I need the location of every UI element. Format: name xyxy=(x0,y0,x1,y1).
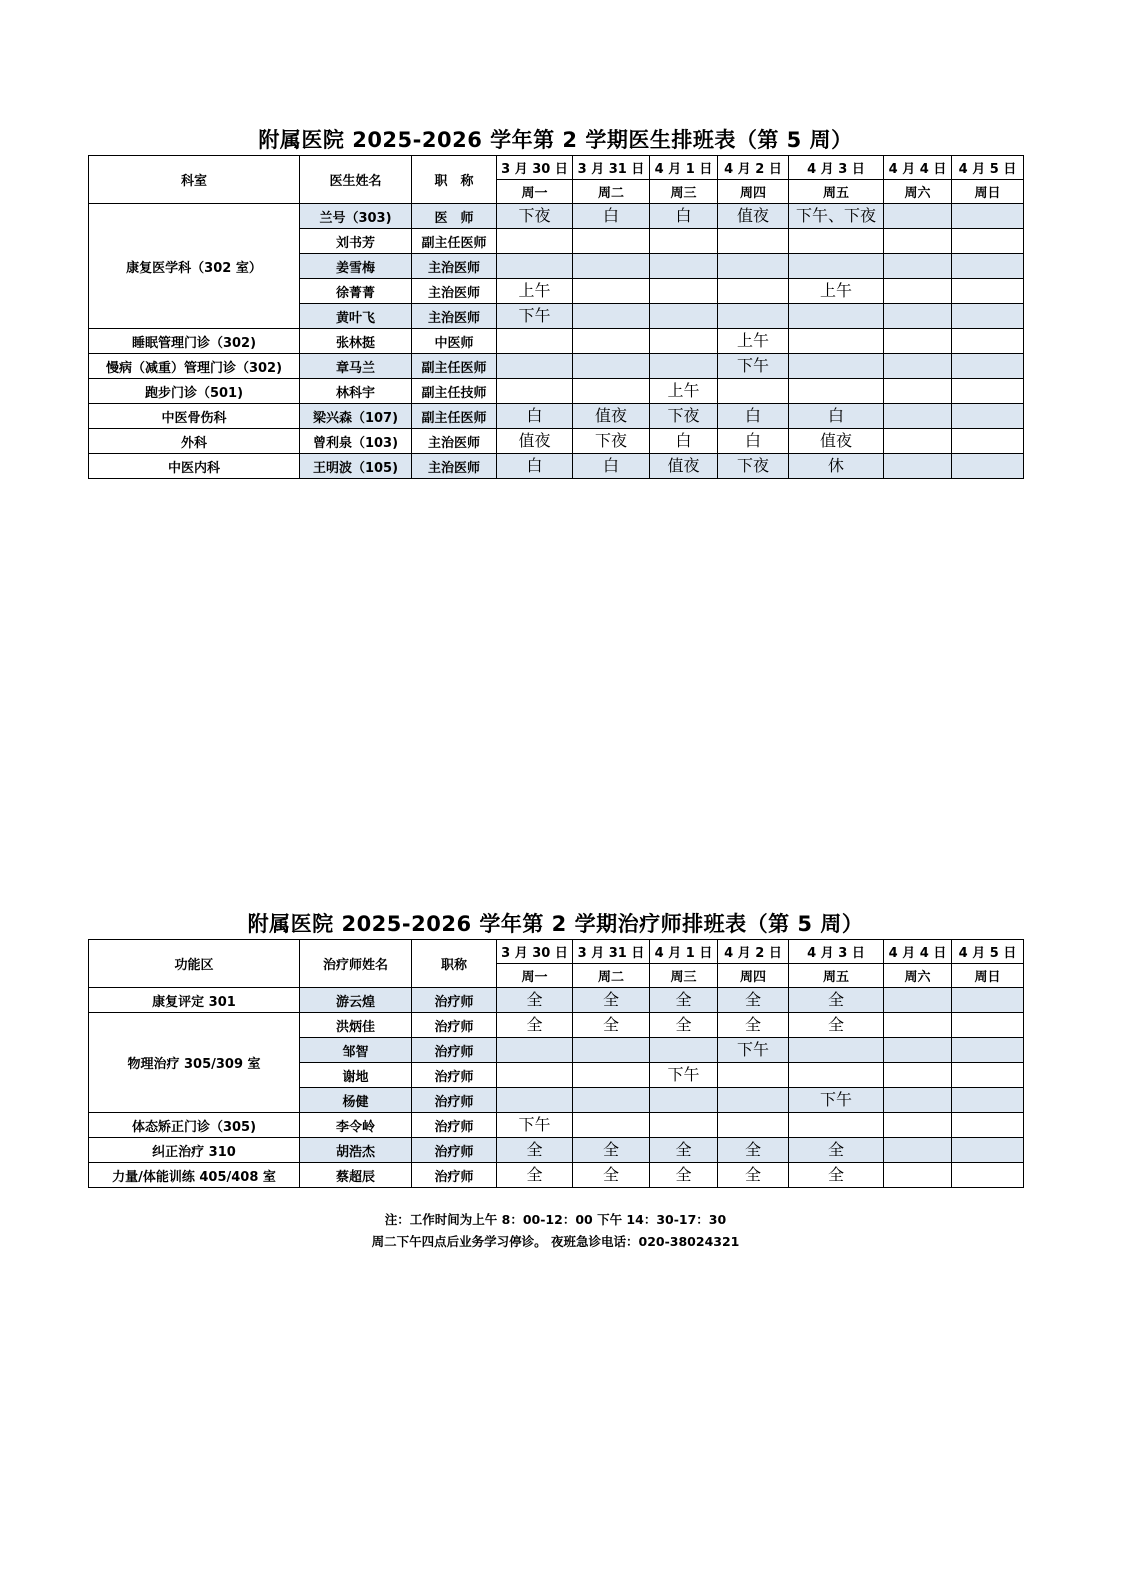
header-weekday: 周五 xyxy=(789,180,884,204)
shift-cell xyxy=(952,404,1024,429)
header-weekday: 周六 xyxy=(884,180,952,204)
shift-cell: 下夜 xyxy=(497,204,573,229)
shift-cell xyxy=(650,304,718,329)
shift-cell: 下午 xyxy=(789,1088,884,1113)
shift-cell: 下午 xyxy=(718,1038,789,1063)
staff-name-cell: 李令岭 xyxy=(300,1113,412,1138)
doctor-schedule-table xyxy=(88,155,1024,479)
shift-cell xyxy=(952,1038,1024,1063)
shift-cell xyxy=(789,304,884,329)
staff-name-cell: 张林挺 xyxy=(300,329,412,354)
shift-cell xyxy=(650,254,718,279)
staff-name-cell: 游云煌 xyxy=(300,988,412,1013)
header-date: 4 月 2 日 xyxy=(718,156,789,180)
table-row xyxy=(89,1138,1024,1163)
shift-cell xyxy=(884,229,952,254)
shift-cell: 下午 xyxy=(718,354,789,379)
shift-cell xyxy=(650,279,718,304)
shift-cell: 全 xyxy=(789,1163,884,1188)
staff-title-cell: 主治医师 xyxy=(412,429,497,454)
shift-cell xyxy=(884,379,952,404)
table-row xyxy=(89,404,1024,429)
shift-cell: 下夜 xyxy=(718,454,789,479)
shift-cell xyxy=(497,379,573,404)
shift-cell xyxy=(952,229,1024,254)
staff-name-cell: 姜雪梅 xyxy=(300,254,412,279)
staff-name-cell: 曾利泉（103) xyxy=(300,429,412,454)
shift-cell xyxy=(952,304,1024,329)
shift-cell: 值夜 xyxy=(650,454,718,479)
shift-cell: 全 xyxy=(718,988,789,1013)
header-weekday: 周五 xyxy=(789,964,884,988)
staff-name-cell: 梁兴森（107) xyxy=(300,404,412,429)
table-row xyxy=(89,988,1024,1013)
shift-cell xyxy=(650,1088,718,1113)
shift-cell: 上午 xyxy=(718,329,789,354)
shift-cell: 白 xyxy=(497,454,573,479)
dept-cell: 纠正治疗 310 xyxy=(89,1138,300,1163)
shift-cell xyxy=(884,329,952,354)
shift-cell xyxy=(952,279,1024,304)
shift-cell xyxy=(884,1038,952,1063)
shift-cell: 白 xyxy=(650,204,718,229)
staff-title-cell: 副主任医师 xyxy=(412,229,497,254)
shift-cell xyxy=(718,229,789,254)
shift-cell xyxy=(718,1113,789,1138)
header-date: 4 月 1 日 xyxy=(650,940,718,964)
shift-cell xyxy=(573,329,650,354)
shift-cell xyxy=(884,1138,952,1163)
shift-cell xyxy=(718,279,789,304)
staff-title-cell: 治疗师 xyxy=(412,1138,497,1163)
shift-cell xyxy=(789,379,884,404)
table-row xyxy=(89,379,1024,404)
shift-cell xyxy=(884,1113,952,1138)
shift-cell: 白 xyxy=(573,454,650,479)
shift-cell xyxy=(884,454,952,479)
header-weekday: 周日 xyxy=(952,964,1024,988)
shift-cell xyxy=(884,204,952,229)
staff-name-cell: 林科宇 xyxy=(300,379,412,404)
shift-cell xyxy=(718,304,789,329)
shift-cell: 下午 xyxy=(650,1063,718,1088)
shift-cell: 全 xyxy=(789,1138,884,1163)
shift-cell: 值夜 xyxy=(789,429,884,454)
shift-cell xyxy=(884,1088,952,1113)
staff-name-cell: 谢地 xyxy=(300,1063,412,1088)
staff-title-cell: 主治医师 xyxy=(412,454,497,479)
header-weekday: 周一 xyxy=(497,964,573,988)
shift-cell xyxy=(573,1063,650,1088)
staff-title-cell: 治疗师 xyxy=(412,1113,497,1138)
header-date: 4 月 3 日 xyxy=(789,156,884,180)
shift-cell xyxy=(497,329,573,354)
shift-cell: 白 xyxy=(650,429,718,454)
staff-title-cell: 主治医师 xyxy=(412,304,497,329)
shift-cell xyxy=(497,254,573,279)
staff-title-cell: 治疗师 xyxy=(412,1063,497,1088)
shift-cell xyxy=(573,254,650,279)
shift-cell: 休 xyxy=(789,454,884,479)
shift-cell: 下夜 xyxy=(650,404,718,429)
note-emergency-phone: 周二下午四点后业务学习停诊。 夜班急诊电话：020-38024321 xyxy=(371,1234,740,1249)
shift-cell xyxy=(497,229,573,254)
shift-cell xyxy=(497,1038,573,1063)
shift-cell xyxy=(952,988,1024,1013)
header-date: 4 月 4 日 xyxy=(884,156,952,180)
table-row xyxy=(89,454,1024,479)
shift-cell xyxy=(952,1113,1024,1138)
shift-cell xyxy=(952,254,1024,279)
shift-cell: 值夜 xyxy=(573,404,650,429)
shift-cell xyxy=(573,279,650,304)
dept-cell: 中医内科 xyxy=(89,454,300,479)
shift-cell: 值夜 xyxy=(497,429,573,454)
dept-cell: 中医骨伤科 xyxy=(89,404,300,429)
shift-cell: 全 xyxy=(718,1163,789,1188)
therapist-schedule-body xyxy=(89,988,1024,1188)
dept-cell: 跑步门诊（501) xyxy=(89,379,300,404)
shift-cell xyxy=(497,1063,573,1088)
header-weekday: 周四 xyxy=(718,180,789,204)
header-date: 3 月 31 日 xyxy=(573,940,650,964)
shift-cell xyxy=(497,354,573,379)
shift-cell xyxy=(650,329,718,354)
shift-cell: 全 xyxy=(573,1013,650,1038)
dept-cell: 康复评定 301 xyxy=(89,988,300,1013)
shift-cell: 全 xyxy=(497,1163,573,1188)
shift-cell: 上午 xyxy=(789,279,884,304)
shift-cell xyxy=(952,1088,1024,1113)
header-weekday: 周日 xyxy=(952,180,1024,204)
shift-cell: 全 xyxy=(573,1163,650,1188)
dept-cell: 体态矫正门诊（305) xyxy=(89,1113,300,1138)
shift-cell xyxy=(884,304,952,329)
staff-name-cell: 刘书芳 xyxy=(300,229,412,254)
shift-cell: 白 xyxy=(573,204,650,229)
dept-cell: 康复医学科（302 室） xyxy=(89,204,300,329)
therapist-schedule-table xyxy=(88,939,1024,1188)
header-date: 4 月 2 日 xyxy=(718,940,789,964)
shift-cell xyxy=(884,279,952,304)
header-weekday: 周六 xyxy=(884,964,952,988)
shift-cell xyxy=(952,204,1024,229)
shift-cell xyxy=(952,354,1024,379)
header-dept: 功能区 xyxy=(89,940,300,988)
header-name: 医生姓名 xyxy=(300,156,412,204)
dept-cell: 睡眠管理门诊（302) xyxy=(89,329,300,354)
shift-cell xyxy=(952,454,1024,479)
shift-cell xyxy=(789,1113,884,1138)
table-row xyxy=(89,329,1024,354)
header-date: 3 月 30 日 xyxy=(497,940,573,964)
shift-cell xyxy=(789,354,884,379)
doctor-schedule-title: 附属医院 2025-2026 学年第 2 学期医生排班表（第 5 周） xyxy=(258,128,853,152)
shift-cell xyxy=(718,1088,789,1113)
shift-cell: 上午 xyxy=(497,279,573,304)
shift-cell: 全 xyxy=(789,988,884,1013)
staff-name-cell: 兰号（303) xyxy=(300,204,412,229)
shift-cell xyxy=(650,1113,718,1138)
shift-cell xyxy=(789,1063,884,1088)
header-title: 职称 xyxy=(412,940,497,988)
shift-cell xyxy=(884,254,952,279)
staff-name-cell: 洪炳佳 xyxy=(300,1013,412,1038)
header-date: 4 月 3 日 xyxy=(789,940,884,964)
shift-cell: 全 xyxy=(497,1138,573,1163)
table-row xyxy=(89,204,1024,229)
staff-title-cell: 治疗师 xyxy=(412,1088,497,1113)
dept-cell: 慢病（减重）管理门诊（302) xyxy=(89,354,300,379)
shift-cell: 全 xyxy=(497,988,573,1013)
shift-cell: 全 xyxy=(650,988,718,1013)
staff-title-cell: 治疗师 xyxy=(412,1163,497,1188)
shift-cell: 全 xyxy=(573,1138,650,1163)
shift-cell: 白 xyxy=(718,429,789,454)
shift-cell xyxy=(718,379,789,404)
shift-cell: 全 xyxy=(650,1013,718,1038)
staff-name-cell: 胡浩杰 xyxy=(300,1138,412,1163)
header-title: 职 称 xyxy=(412,156,497,204)
shift-cell xyxy=(952,1063,1024,1088)
therapist-schedule-title: 附属医院 2025-2026 学年第 2 学期治疗师排班表（第 5 周） xyxy=(247,912,864,936)
table-row xyxy=(89,1163,1024,1188)
header-date: 4 月 4 日 xyxy=(884,940,952,964)
header-name: 治疗师姓名 xyxy=(300,940,412,988)
doctor-schedule-body xyxy=(89,204,1024,479)
shift-cell xyxy=(952,429,1024,454)
shift-cell xyxy=(884,429,952,454)
header-weekday: 周三 xyxy=(650,180,718,204)
shift-cell xyxy=(952,1138,1024,1163)
shift-cell: 下午 xyxy=(497,304,573,329)
shift-cell xyxy=(650,1038,718,1063)
header-date: 4 月 5 日 xyxy=(952,156,1024,180)
shift-cell xyxy=(573,379,650,404)
staff-title-cell: 治疗师 xyxy=(412,1013,497,1038)
header-weekday: 周三 xyxy=(650,964,718,988)
header-weekday: 周四 xyxy=(718,964,789,988)
staff-name-cell: 徐菁菁 xyxy=(300,279,412,304)
dept-cell: 外科 xyxy=(89,429,300,454)
staff-name-cell: 黄叶飞 xyxy=(300,304,412,329)
shift-cell xyxy=(789,1038,884,1063)
header-date: 3 月 30 日 xyxy=(497,156,573,180)
table-row xyxy=(89,429,1024,454)
shift-cell xyxy=(952,379,1024,404)
shift-cell xyxy=(952,329,1024,354)
shift-cell xyxy=(952,1013,1024,1038)
staff-title-cell: 副主任医师 xyxy=(412,354,497,379)
shift-cell: 下午 xyxy=(497,1113,573,1138)
header-weekday: 周二 xyxy=(573,180,650,204)
header-date: 4 月 1 日 xyxy=(650,156,718,180)
staff-title-cell: 医 师 xyxy=(412,204,497,229)
dept-cell: 力量/体能训练 405/408 室 xyxy=(89,1163,300,1188)
header-weekday: 周二 xyxy=(573,964,650,988)
staff-name-cell: 杨健 xyxy=(300,1088,412,1113)
shift-cell xyxy=(789,329,884,354)
shift-cell xyxy=(884,1013,952,1038)
header-dept: 科室 xyxy=(89,156,300,204)
shift-cell xyxy=(884,354,952,379)
staff-name-cell: 蔡超辰 xyxy=(300,1163,412,1188)
staff-title-cell: 主治医师 xyxy=(412,279,497,304)
table-row xyxy=(89,1013,1024,1038)
shift-cell: 全 xyxy=(650,1138,718,1163)
shift-cell: 上午 xyxy=(650,379,718,404)
shift-cell xyxy=(718,1063,789,1088)
staff-title-cell: 中医师 xyxy=(412,329,497,354)
shift-cell xyxy=(497,1088,573,1113)
staff-title-cell: 治疗师 xyxy=(412,1038,497,1063)
staff-title-cell: 副主任医师 xyxy=(412,404,497,429)
shift-cell xyxy=(573,1088,650,1113)
shift-cell: 下夜 xyxy=(573,429,650,454)
staff-name-cell: 邹智 xyxy=(300,1038,412,1063)
schedule-notes xyxy=(88,1209,1023,1253)
shift-cell xyxy=(573,1113,650,1138)
shift-cell: 白 xyxy=(497,404,573,429)
shift-cell xyxy=(573,229,650,254)
shift-cell xyxy=(789,229,884,254)
shift-cell xyxy=(952,1163,1024,1188)
dept-cell: 物理治疗 305/309 室 xyxy=(89,1013,300,1113)
table-row xyxy=(89,354,1024,379)
shift-cell: 值夜 xyxy=(718,204,789,229)
shift-cell xyxy=(573,304,650,329)
shift-cell: 白 xyxy=(789,404,884,429)
shift-cell: 全 xyxy=(573,988,650,1013)
shift-cell: 白 xyxy=(718,404,789,429)
staff-title-cell: 副主任技师 xyxy=(412,379,497,404)
shift-cell: 全 xyxy=(718,1013,789,1038)
shift-cell: 全 xyxy=(718,1138,789,1163)
shift-cell xyxy=(789,254,884,279)
table-row xyxy=(89,1113,1024,1138)
shift-cell xyxy=(884,988,952,1013)
staff-title-cell: 治疗师 xyxy=(412,988,497,1013)
shift-cell: 全 xyxy=(650,1163,718,1188)
shift-cell: 全 xyxy=(497,1013,573,1038)
shift-cell xyxy=(573,1038,650,1063)
staff-name-cell: 章马兰 xyxy=(300,354,412,379)
shift-cell xyxy=(573,354,650,379)
header-date: 4 月 5 日 xyxy=(952,940,1024,964)
shift-cell xyxy=(650,354,718,379)
staff-name-cell: 王明波（105) xyxy=(300,454,412,479)
shift-cell xyxy=(884,404,952,429)
header-weekday: 周一 xyxy=(497,180,573,204)
shift-cell xyxy=(650,229,718,254)
shift-cell xyxy=(884,1163,952,1188)
staff-title-cell: 主治医师 xyxy=(412,254,497,279)
shift-cell xyxy=(718,254,789,279)
note-working-hours: 注：工作时间为上午 8：00-12：00 下午 14：30-17：30 xyxy=(384,1212,727,1227)
shift-cell: 全 xyxy=(789,1013,884,1038)
shift-cell: 下午、下夜 xyxy=(789,204,884,229)
shift-cell xyxy=(884,1063,952,1088)
header-date: 3 月 31 日 xyxy=(573,156,650,180)
